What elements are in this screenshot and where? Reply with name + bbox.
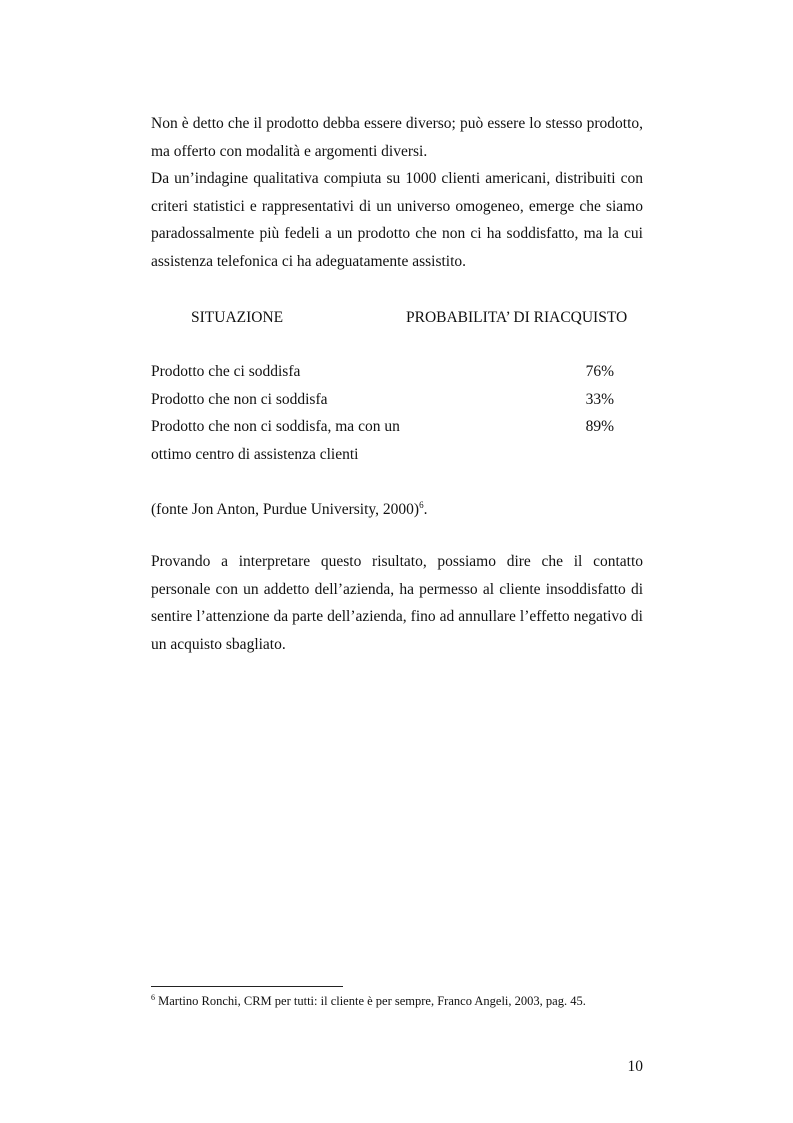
footnote — [151, 993, 586, 1009]
table-body — [0, 358, 793, 468]
footnote-text: Martino Ronchi, CRM per tutti: il cliente è per sempre, Franco Angeli, 2003, pag. 45. — [155, 994, 586, 1008]
column-header-situazione: SITUAZIONE — [191, 309, 284, 326]
source-text: (fonte Jon Anton, Purdue University, 2000) — [151, 501, 420, 518]
source-suffix: . — [423, 501, 428, 518]
table-row — [0, 386, 793, 414]
row-value: 33% — [585, 390, 614, 408]
footnote-divider — [151, 986, 343, 987]
footnote-number: 6 — [151, 992, 155, 1002]
row-value: 76% — [585, 363, 614, 380]
source-citation — [151, 496, 427, 524]
row-label: Prodotto che non ci soddisfa, ma con un ottimo centro di assistenza clienti — [151, 418, 400, 463]
intro-paragraph-2: Da un’indagine qualitativa compiuta su 1000 clienti americani, distribuiti con criteri statistici e rappresentativi di un universo omogeneo, emerge che siamo paradossalmente più fedeli a un prodotto che non ci ha soddisfatto, ma la cui assistenza telefonica ci ha adeguatamente assistito. — [151, 170, 643, 270]
body-paragraph: Provando a interpretare questo risultato, possiamo dire che il contatto personale con un addetto dell’azienda, ha permesso al cliente insoddisfatto di sentire l’attenzione da parte dell’azienda, fino ad annullare l’effetto negativo di un acquisto sbagliato. — [151, 553, 643, 653]
intro-text — [151, 110, 643, 275]
row-label: Prodotto che non ci soddisfa — [151, 390, 328, 408]
column-header-probabilita: PROBABILITA’ DI RIACQUISTO — [406, 309, 628, 326]
table-row — [0, 413, 793, 468]
page-number: 10 — [627, 1058, 643, 1075]
row-label: Prodotto che ci soddisfa — [151, 363, 301, 380]
footnote-reference[interactable]: 6 — [419, 499, 424, 510]
intro-paragraph-1: Non è detto che il prodotto debba essere diverso; può essere lo stesso prodotto, ma offerto con modalità e argomenti diversi. — [151, 115, 643, 160]
row-value: 89% — [585, 418, 614, 435]
table-row — [0, 358, 793, 386]
